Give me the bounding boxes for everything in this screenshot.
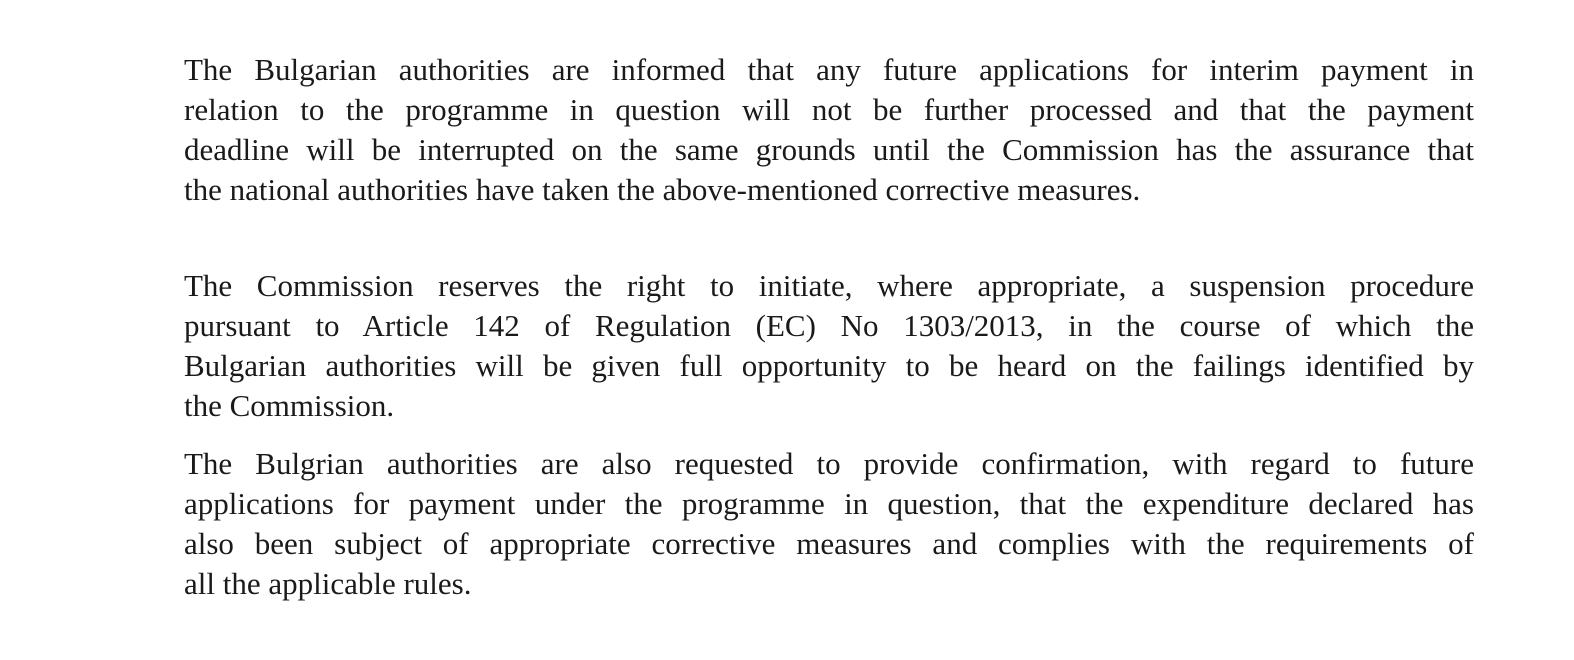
paragraph-suspension-procedure [184, 266, 1474, 426]
text-line: The Bulgarian authorities are informed that any future applications for interim payment in [184, 52, 1474, 87]
text-line: pursuant to Article 142 of Regulation (EC) No 1303/2013, in the course of which the [184, 308, 1474, 343]
text-line: deadline will be interrupted on the same grounds until the Commission has the assurance that [184, 132, 1474, 167]
text-line: all the applicable rules. [184, 566, 472, 601]
text-line: applications for payment under the programme in question, that the expenditure declared has [184, 486, 1474, 521]
paragraph-confirmation-request [184, 444, 1474, 604]
text-line: Bulgarian authorities will be given full opportunity to be heard on the failings identified by [184, 348, 1474, 383]
text-line: the Commission. [184, 388, 395, 423]
text-line: The Commission reserves the right to initiate, where appropriate, a suspension procedure [184, 268, 1474, 303]
text-line: relation to the programme in question will not be further processed and that the payment [184, 92, 1474, 127]
text-line: The Bulgrian authorities are also requested to provide confirmation, with regard to future [184, 446, 1474, 481]
paragraph-interim-payment [184, 50, 1474, 210]
text-line: the national authorities have taken the above-mentioned corrective measures. [184, 172, 1141, 207]
text-line: also been subject of appropriate corrective measures and complies with the requirements of [184, 526, 1474, 561]
